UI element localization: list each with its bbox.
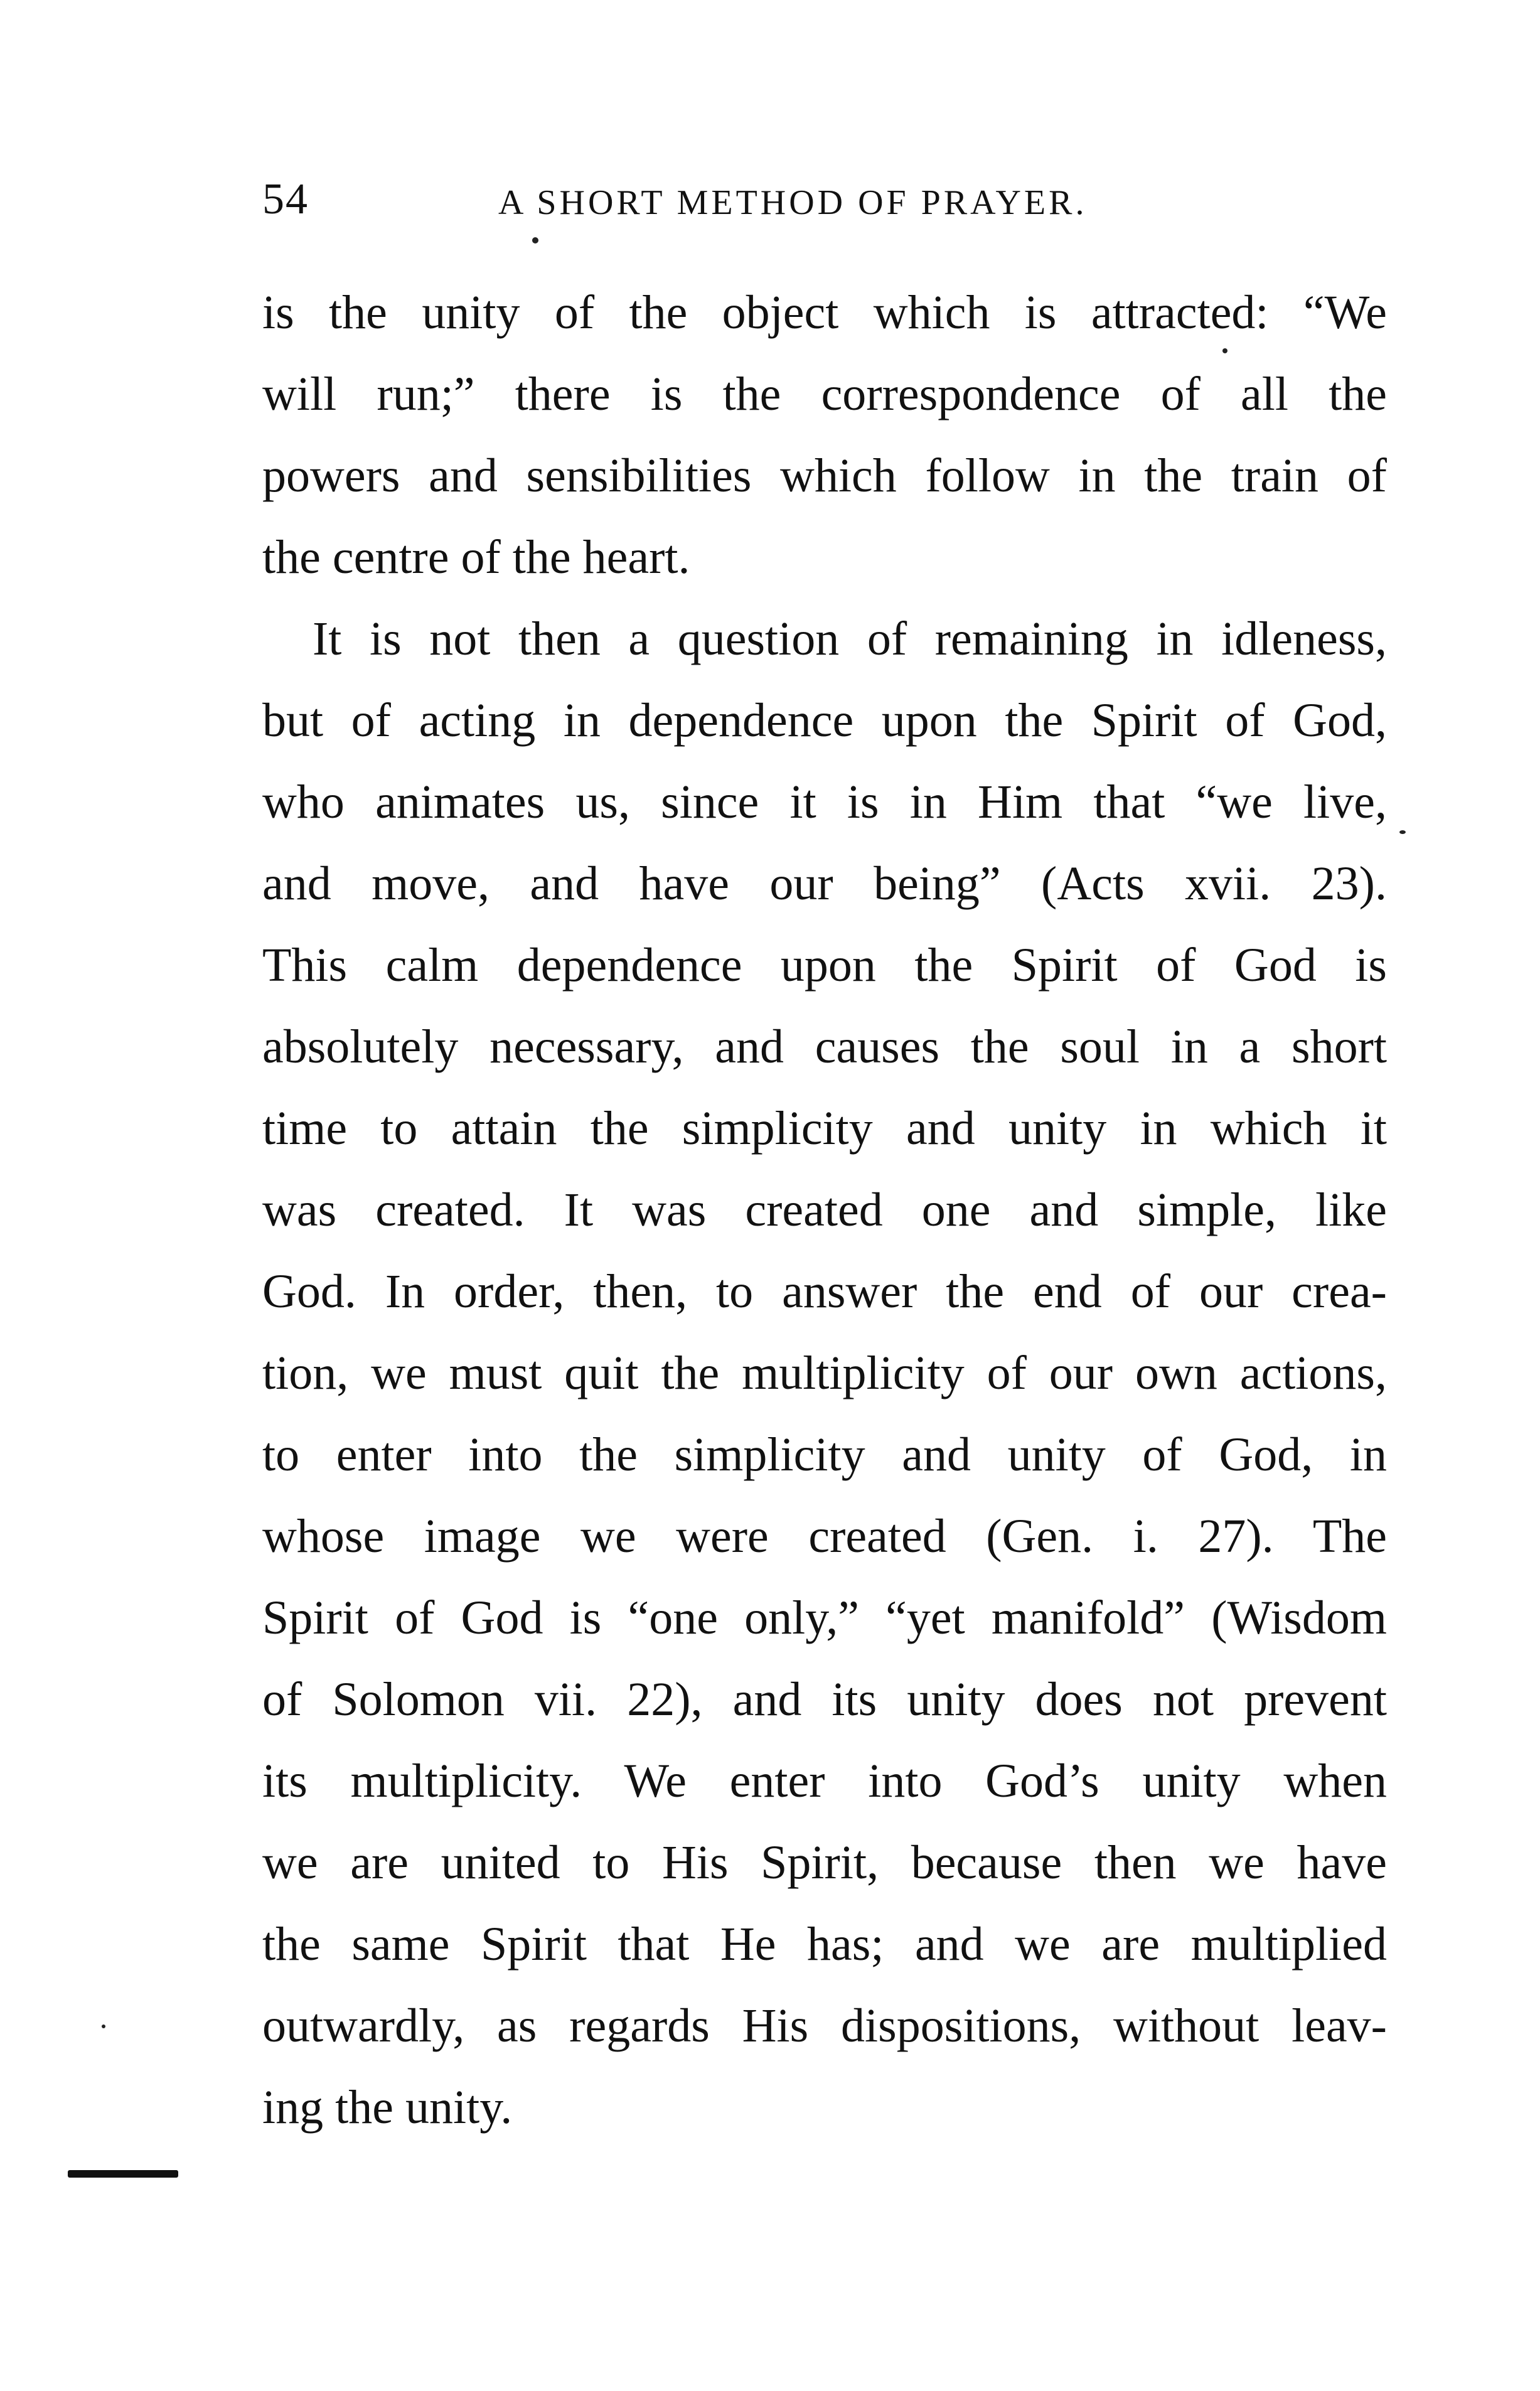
ink-speck: [102, 2025, 105, 2028]
text-line: time to attain the simplicity and unity in which it: [262, 1102, 1387, 1155]
page-mark: [68, 2170, 178, 2178]
text-line: This calm dependence upon the Spirit of God is: [262, 939, 1387, 992]
running-head: A SHORT METHOD OF PRAYER.: [498, 183, 1088, 222]
text-line: is the unity of the object which is attracted: “We: [262, 286, 1387, 339]
text-line: whose image we were created (Gen. i. 27). The: [262, 1510, 1387, 1563]
page-number: 54: [262, 175, 309, 223]
text-line: we are united to His Spirit, because then we have: [262, 1836, 1387, 1889]
text-line: tion, we must quit the multiplicity of our own actions,: [262, 1347, 1387, 1399]
page-header: [262, 168, 1392, 231]
text-line: the centre of the heart.: [262, 531, 690, 584]
ink-speck: [1399, 830, 1406, 834]
text-line: powers and sensibilities which follow in the train of: [262, 449, 1387, 502]
text-line: but of acting in dependence upon the Spirit of God,: [262, 694, 1387, 747]
text-line: will run;” there is the correspondence of all the: [262, 368, 1387, 420]
ink-speck: [1222, 348, 1227, 353]
text-line: the same Spirit that He has; and we are multiplied: [262, 1918, 1387, 1971]
text-line: was created. It was created one and simple, like: [262, 1184, 1387, 1236]
text-line: God. In order, then, to answer the end of our crea-: [262, 1265, 1387, 1318]
ink-speck: [532, 237, 538, 243]
text-line: its multiplicity. We enter into God’s unity when: [262, 1755, 1387, 1807]
text-line: absolutely necessary, and causes the soul in a short: [262, 1020, 1387, 1073]
text-line: to enter into the simplicity and unity of God, in: [262, 1428, 1387, 1481]
text-line: Spirit of God is “one only,” “yet manifold” (Wisdom: [262, 1591, 1387, 1644]
text-line: outwardly, as regards His dispositions, without leav-: [262, 1999, 1387, 2052]
text-line: ing the unity.: [262, 2081, 513, 2134]
text-line: who animates us, since it is in Him that “we live,: [262, 776, 1387, 828]
text-line: It is not then a question of remaining in idleness,: [313, 612, 1387, 665]
text-line: and move, and have our being” (Acts xvii. 23).: [262, 857, 1387, 910]
text-line: of Solomon vii. 22), and its unity does not prevent: [262, 1673, 1387, 1726]
